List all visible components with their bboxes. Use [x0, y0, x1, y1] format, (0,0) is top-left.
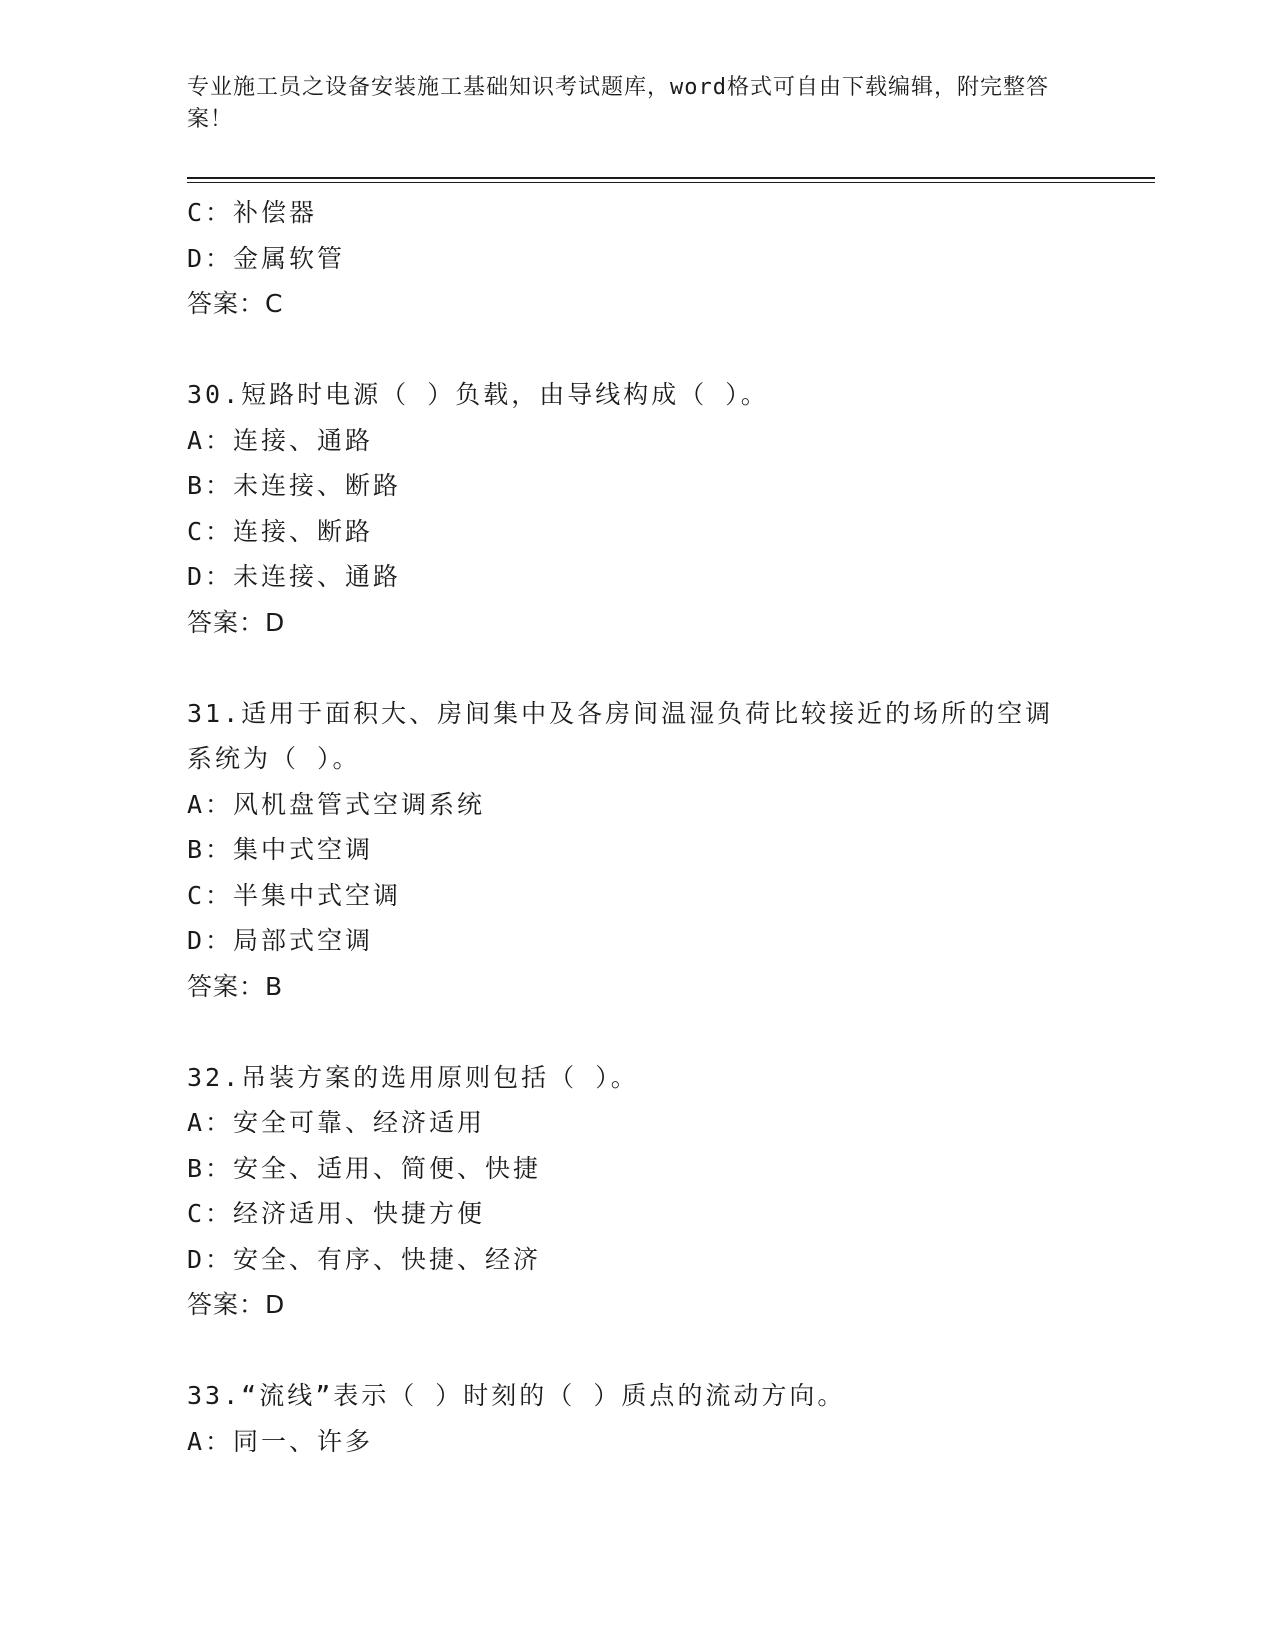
answer-line: 答案：D — [187, 1290, 286, 1319]
option-a: A：同一、许多 — [187, 1426, 374, 1456]
question-31 — [187, 691, 1087, 1010]
option-b: B：集中式空调 — [187, 835, 374, 864]
option-a: A：连接、通路 — [187, 425, 374, 455]
option-d: D：局部式空调 — [187, 926, 374, 955]
document-header — [187, 72, 1067, 136]
answer-line: 答案：C — [187, 289, 284, 318]
option-c: C：补偿器 — [187, 198, 318, 227]
question-stem: 33.“流线”表示（ ）时刻的（ ）质点的流动方向。 — [187, 1381, 846, 1410]
option-d: D：未连接、通路 — [187, 562, 402, 591]
spacer — [187, 1328, 1087, 1374]
header-divider-thick — [187, 177, 1155, 179]
answer-line: 答案：D — [187, 607, 286, 637]
option-d: D：安全、有序、快捷、经济 — [187, 1244, 542, 1274]
option-b: B：未连接、断路 — [187, 471, 402, 500]
option-c: C：半集中式空调 — [187, 880, 402, 910]
question-stem: 31.适用于面积大、房间集中及各房间温湿负荷比较接近的场所的空调 — [187, 698, 1054, 728]
option-c: C：连接、断路 — [187, 516, 374, 546]
question-stem-continued: 系统为（ ）。 — [187, 744, 361, 773]
header-title: 专业施工员之设备安装施工基础知识考试题库，word格式可自由下载编辑，附完整答案！ — [187, 75, 1049, 132]
question-30 — [187, 372, 1087, 645]
option-b: B：安全、适用、简便、快捷 — [187, 1153, 542, 1183]
question-33 — [187, 1373, 1087, 1464]
option-a: A：安全可靠、经济适用 — [187, 1108, 486, 1137]
spacer — [187, 1009, 1087, 1055]
carryover-block — [187, 190, 1087, 327]
question-stem: 32.吊装方案的选用原则包括（ ）。 — [187, 1062, 639, 1092]
option-c: C：经济适用、快捷方便 — [187, 1199, 486, 1228]
spacer — [187, 645, 1087, 691]
question-32 — [187, 1055, 1087, 1328]
option-a: A：风机盘管式空调系统 — [187, 789, 486, 819]
question-stem: 30.短路时电源（ ）负载，由导线构成（ ）。 — [187, 380, 769, 409]
answer-line: 答案：B — [187, 971, 284, 1001]
question-list — [187, 190, 1087, 1464]
option-d: D：金属软管 — [187, 243, 346, 273]
spacer — [187, 327, 1087, 373]
header-divider-thin — [187, 182, 1155, 183]
